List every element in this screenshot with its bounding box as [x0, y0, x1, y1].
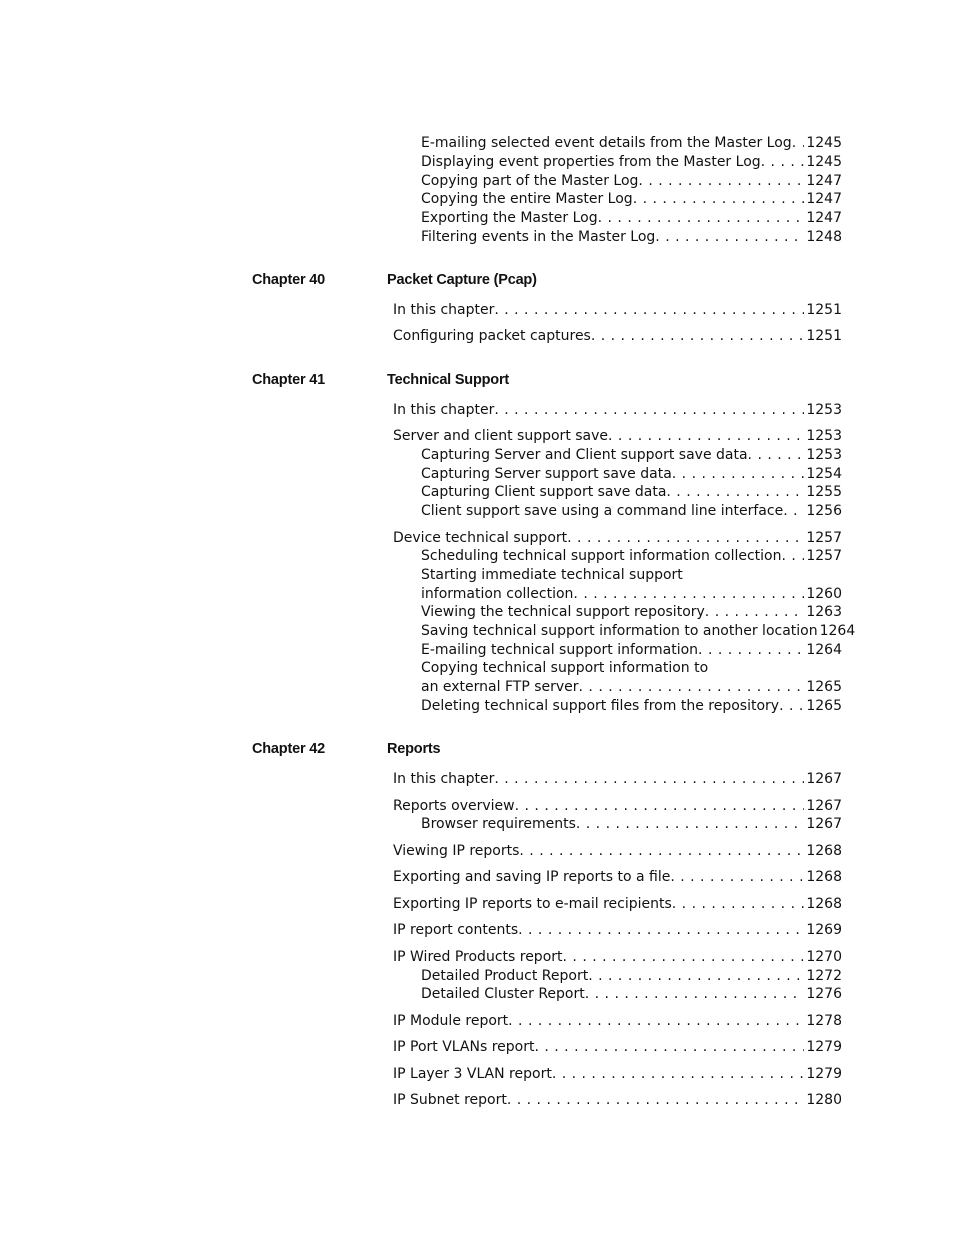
entry-title: IP Wired Products report [393, 949, 563, 965]
entry-title: Server and client support save [393, 428, 609, 444]
entry-title: IP Subnet report [393, 1092, 507, 1108]
page-number: 1267 [806, 816, 842, 832]
chapter-label: Chapter 41 [252, 372, 325, 388]
toc-entry[interactable] [393, 427, 842, 446]
toc-entry[interactable] [421, 483, 842, 502]
page-number: 1251 [806, 302, 842, 318]
entry-title: Copying part of the Master Log [421, 173, 639, 189]
page-number: 1267 [806, 771, 842, 787]
toc-entry[interactable] [393, 797, 842, 816]
entry-title: IP report contents [393, 922, 519, 938]
page-number: 1257 [806, 548, 842, 564]
toc-entry[interactable] [421, 228, 842, 247]
toc-entry[interactable] [421, 641, 842, 660]
page-number: 1247 [806, 173, 842, 189]
toc-entry[interactable] [393, 1091, 842, 1110]
page-number: 1268 [806, 843, 842, 859]
page-number: 1253 [806, 428, 842, 444]
entry-title: E-mailing technical support information [421, 642, 699, 658]
toc-entry[interactable] [421, 547, 842, 566]
page-number: 1272 [806, 968, 842, 984]
entry-title: Exporting IP reports to e-mail recipients [393, 896, 672, 912]
toc-entry[interactable] [393, 895, 842, 914]
entry-title: Capturing Server and Client support save data [421, 447, 748, 463]
toc-entry-first-line[interactable]: Copying technical support information to [421, 660, 709, 676]
entry-title: Filtering events in the Master Log [421, 229, 656, 245]
toc-entry[interactable] [421, 585, 842, 604]
entry-title: Scheduling technical support information collection [421, 548, 782, 564]
page-number: 1254 [806, 466, 842, 482]
toc-entry[interactable] [421, 446, 842, 465]
chapter-title[interactable]: Packet Capture (Pcap) [387, 272, 537, 288]
entry-title: In this chapter [393, 771, 495, 787]
chapter-label: Chapter 40 [252, 272, 325, 288]
page-number: 1276 [806, 986, 842, 1002]
entry-title: an external FTP server [421, 679, 579, 695]
page-number: 1245 [806, 135, 842, 151]
toc-entry[interactable] [393, 948, 842, 967]
toc-entry[interactable] [421, 815, 842, 834]
page-number: 1251 [806, 328, 842, 344]
toc-entry[interactable] [393, 327, 842, 346]
entry-title: Capturing Client support save data [421, 484, 667, 500]
page-number: 1253 [806, 447, 842, 463]
toc-entry[interactable] [421, 697, 842, 716]
toc-entry-first-line[interactable]: Starting immediate technical support [421, 567, 683, 583]
page-number: 1268 [806, 896, 842, 912]
entry-title: IP Layer 3 VLAN report [393, 1066, 552, 1082]
toc-entry[interactable] [393, 1038, 842, 1057]
page-number: 1265 [806, 698, 842, 714]
entry-title: Deleting technical support files from the repository [421, 698, 780, 714]
entry-title: Saving technical support information to another location [421, 623, 818, 639]
entry-title: Reports overview [393, 798, 515, 814]
entry-title: Exporting and saving IP reports to a file [393, 869, 671, 885]
page-number: 1255 [806, 484, 842, 500]
toc-entry[interactable] [393, 529, 842, 548]
page-number: 1268 [806, 869, 842, 885]
page-number: 1247 [806, 191, 842, 207]
page-number: 1245 [806, 154, 842, 170]
page-number: 1264 [806, 642, 842, 658]
entry-title: Copying the entire Master Log [421, 191, 633, 207]
entry-title: IP Module report [393, 1013, 509, 1029]
page-number: 1279 [806, 1039, 842, 1055]
entry-title: E-mailing selected event details from the Master Log [421, 135, 792, 151]
toc-entry[interactable] [421, 153, 842, 172]
page-number: 1269 [806, 922, 842, 938]
entry-title: Client support save using a command line interface [421, 503, 784, 519]
page-number: 1260 [806, 586, 842, 602]
toc-entry[interactable] [393, 770, 842, 789]
entry-title: Viewing the technical support repository [421, 604, 705, 620]
toc-entry[interactable] [393, 301, 842, 320]
toc-entry[interactable] [421, 985, 842, 1004]
entry-title: Exporting the Master Log [421, 210, 598, 226]
toc-entry[interactable] [421, 622, 856, 641]
entry-title: Capturing Server support save data [421, 466, 672, 482]
chapter-title[interactable]: Technical Support [387, 372, 510, 388]
toc-entry[interactable] [393, 842, 842, 861]
toc-entry[interactable] [421, 502, 842, 521]
entry-title: Viewing IP reports [393, 843, 520, 859]
page-number: 1256 [806, 503, 842, 519]
entry-title: In this chapter [393, 302, 495, 318]
toc-entry[interactable] [393, 401, 842, 420]
chapter-label: Chapter 42 [252, 741, 325, 757]
toc-entry[interactable] [421, 967, 842, 986]
entry-title: Detailed Product Report [421, 968, 589, 984]
entry-title: Browser requirements [421, 816, 576, 832]
toc-entry[interactable] [421, 172, 842, 191]
toc-entry[interactable] [421, 678, 842, 697]
page-number: 1253 [806, 402, 842, 418]
toc-entry[interactable] [393, 1065, 842, 1084]
page-number: 1279 [806, 1066, 842, 1082]
toc-entry[interactable] [393, 1012, 842, 1031]
page-number: 1278 [806, 1013, 842, 1029]
page-number: 1263 [806, 604, 842, 620]
entry-title: Configuring packet captures [393, 328, 591, 344]
entry-title: Displaying event properties from the Master Log [421, 154, 761, 170]
chapter-title[interactable]: Reports [387, 741, 441, 757]
page-number: 1257 [806, 530, 842, 546]
toc-entry[interactable] [421, 209, 842, 228]
entry-title: IP Port VLANs report [393, 1039, 535, 1055]
toc-entry[interactable] [393, 868, 842, 887]
page-number: 1247 [806, 210, 842, 226]
toc-entry[interactable] [421, 134, 842, 153]
toc-entry[interactable] [421, 603, 842, 622]
entry-title: information collection [421, 586, 574, 602]
page-number: 1265 [806, 679, 842, 695]
entry-title: In this chapter [393, 402, 495, 418]
page-number: 1267 [806, 798, 842, 814]
entry-title: Device technical support [393, 530, 568, 546]
page-number: 1280 [806, 1092, 842, 1108]
page-number: 1264 [819, 623, 856, 639]
toc-entry[interactable] [393, 921, 842, 940]
toc-entry[interactable] [421, 465, 842, 484]
page-number: 1248 [806, 229, 842, 245]
page-number: 1270 [806, 949, 842, 965]
entry-title: Detailed Cluster Report [421, 986, 585, 1002]
toc-entry[interactable] [421, 190, 842, 209]
